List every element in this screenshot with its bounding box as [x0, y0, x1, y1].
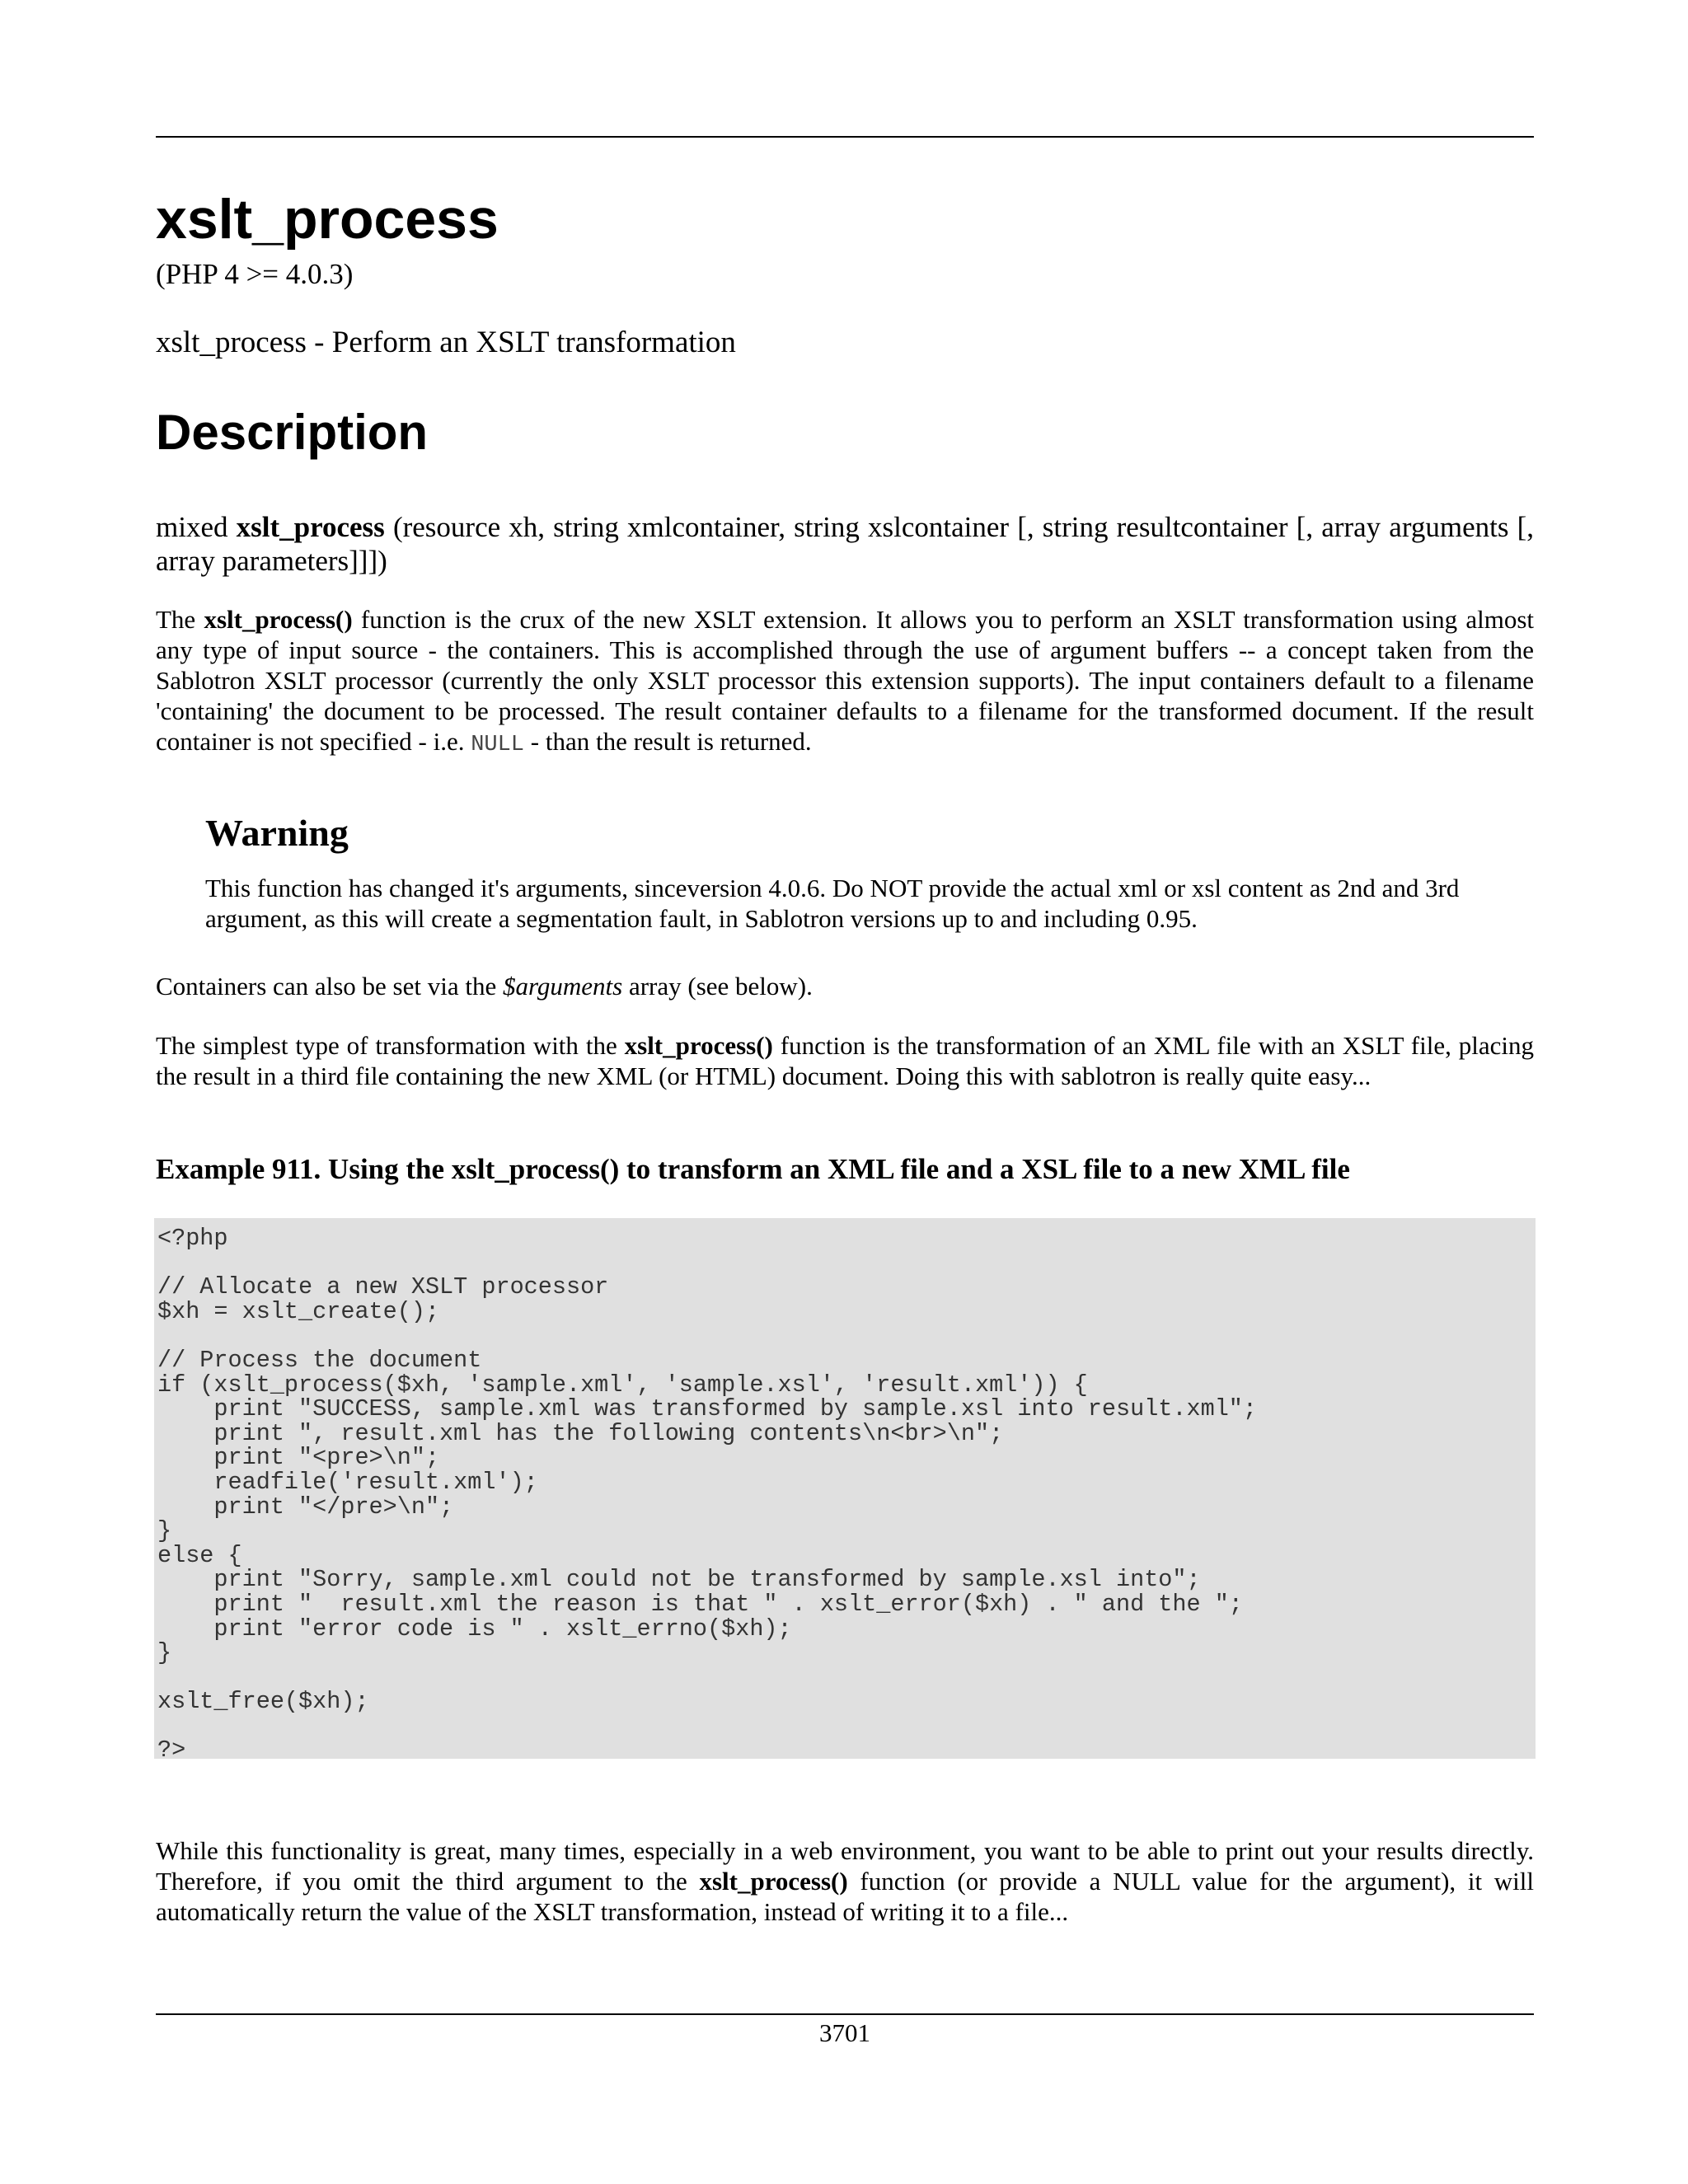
version-info: (PHP 4 >= 4.0.3) — [156, 258, 354, 290]
code-listing: <?php // Allocate a new XSLT processor $xh = xslt_create(); // Process the document if (xslt_process($xh, 'sample.xml', 'sample.xsl', 'result.xml')) { print "SUCCESS, sample.xml was transformed by sample.xsl into result.xml"; print ", result.xml has the following contents\n<br>\n"; print "<pre>\n"; readfile('result.xml'); print "</pre>\n"; } else { print "Sorry, sample.xml could not be transformed by sample.xsl into"; print " result.xml the reason is that " . xslt_error($xh) . " and the "; print "error code is " . xslt_errno($xh); } xslt_free($xh); ?> — [157, 1225, 1258, 1765]
document-page — [156, 0, 1534, 2184]
synopsis-return-type: mixed — [156, 511, 228, 543]
containers-paragraph — [156, 971, 1534, 1001]
intro-pre: The — [156, 605, 204, 634]
intro-paragraph — [156, 604, 1534, 761]
synopsis-params: (resource xh, string xmlcontainer, string xslcontainer [, string resultcontainer [, array arguments [, array parameters]]]) — [156, 511, 1534, 577]
return-post: function (or provide a NULL value for the argument), it will automatically return the value of the XSLT transformation, instead of writing it to a file... — [156, 1867, 1535, 1926]
simplest-post: function is the transformation of an XML file with an XSLT file, placing the result in a third file containing the new XML (or HTML) document. Doing this with sablotron is really quite easy... — [156, 1031, 1534, 1090]
example-title: Example 911. Using the xslt_process() to transform an XML file and a XSL file to a new XML file — [156, 1153, 1350, 1185]
synopsis-function-name: xslt_process — [236, 511, 385, 543]
warning-title: Warning — [205, 812, 349, 854]
return-pre: While this functionality is great, many times, especially in a web environment, you want to be able to print out your results directly. Therefore, if you omit the third argument to the — [156, 1836, 1534, 1896]
function-ref: xslt_process() — [624, 1031, 773, 1060]
simplest-paragraph — [156, 1030, 1534, 1091]
description-heading: Description — [156, 405, 429, 460]
page-title: xslt_process — [156, 188, 499, 251]
arguments-variable: $arguments — [502, 972, 623, 1001]
return-value-paragraph — [156, 1835, 1534, 1927]
simplest-pre: The simplest type of transformation with the — [156, 1031, 625, 1060]
intro-mid: function is the crux of the new XSLT extension. It allows you to perform an XSLT transformation using almost any type of input source - the containers. This is accomplished through the use of argument buffers -- a concept taken from the Sablotron XSLT processor (currently the only XSLT processor this extension supports). The input containers default to a filename 'containing' the document to be processed. The result container defaults to a filename for the transformed document. If the result container is not specified - i.e. — [156, 605, 1534, 756]
refpurpose: xslt_process - Perform an XSLT transformation — [156, 326, 736, 359]
warning-box — [205, 811, 1534, 934]
null-constant: NULL — [471, 733, 525, 757]
function-ref: xslt_process() — [699, 1867, 848, 1896]
containers-pre: Containers can also be set via the — [156, 972, 503, 1001]
function-ref: xslt_process() — [204, 605, 353, 634]
warning-body: This function has changed it's arguments, sinceversion 4.0.6. Do NOT provide the actual xml or xsl content as 2nd and 3rd argument, as this will create a segmentation fault, in Sablotron versions up to and including 0.95. — [205, 874, 1460, 933]
containers-post: array (see below). — [622, 972, 813, 1001]
page-number: 3701 — [819, 2018, 870, 2047]
function-synopsis — [156, 510, 1534, 578]
code-example — [154, 1218, 1536, 1765]
intro-post: - than the result is returned. — [524, 727, 812, 756]
header-rule — [156, 136, 1534, 138]
